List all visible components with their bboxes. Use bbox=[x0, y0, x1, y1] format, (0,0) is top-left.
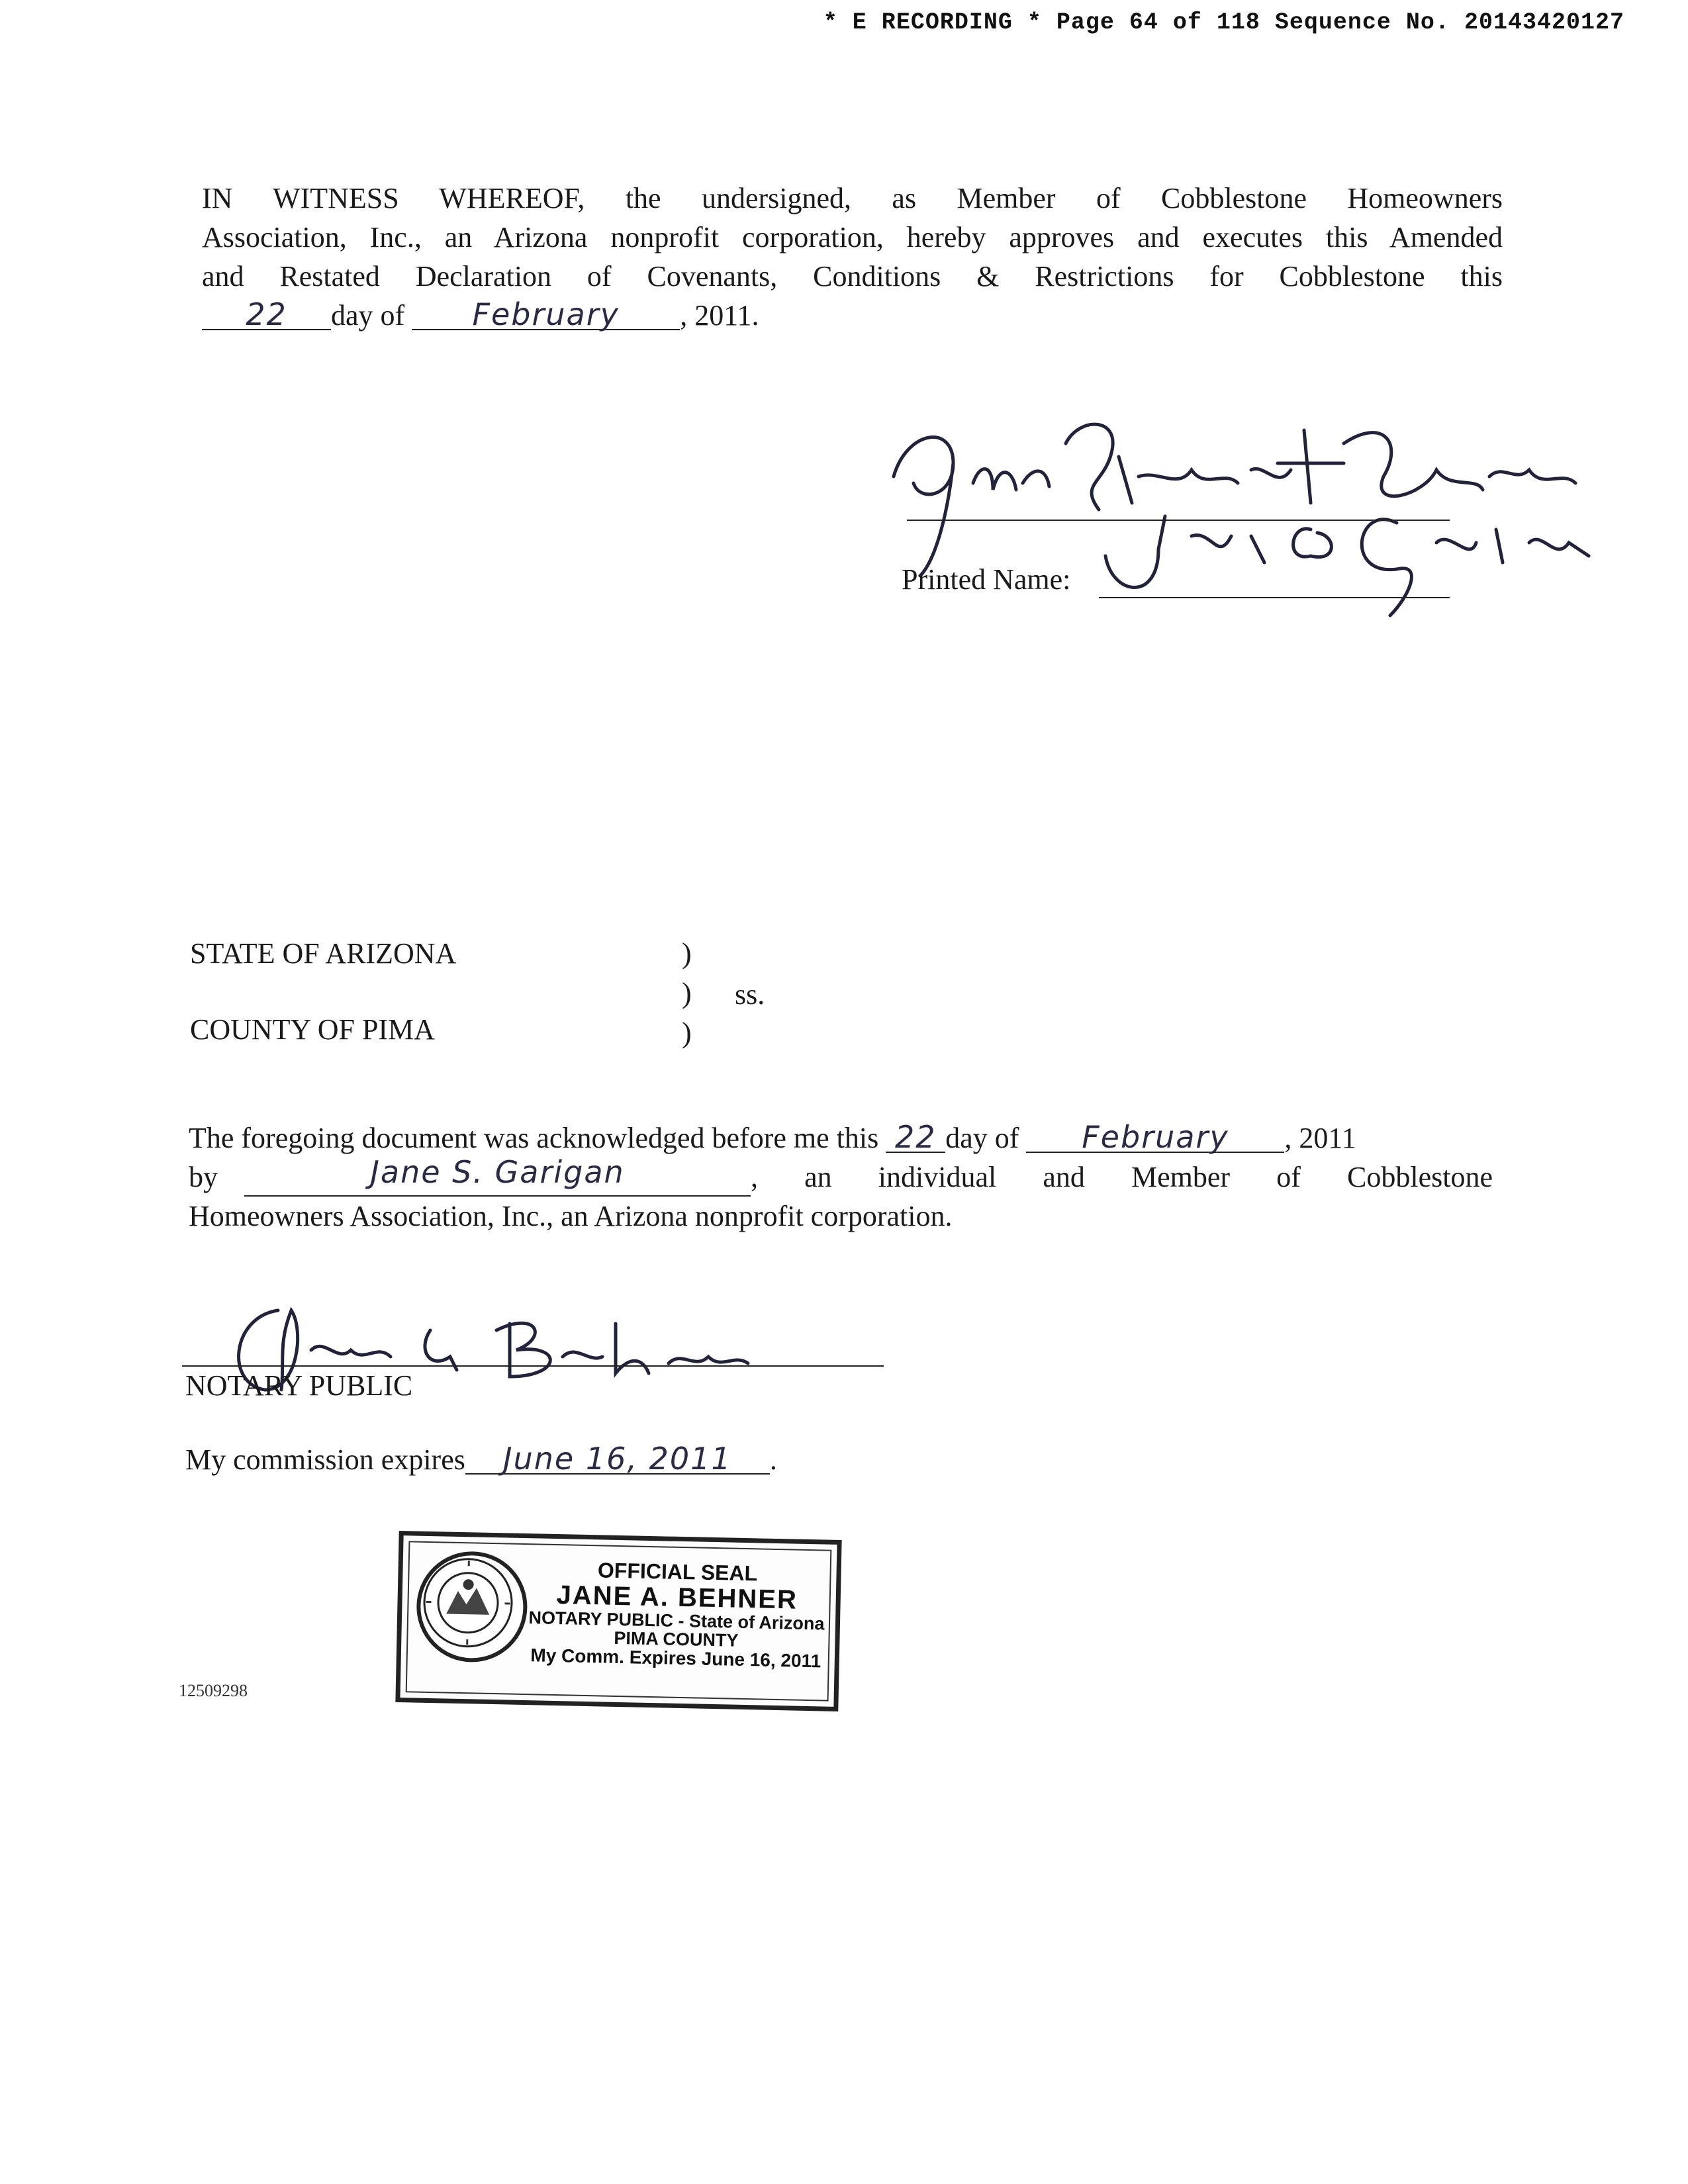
witness-date-line bbox=[202, 296, 1503, 335]
ack-line-1 bbox=[189, 1118, 1493, 1158]
ack-intro: The foregoing document was acknowledged before me this bbox=[189, 1122, 879, 1154]
state-label: STATE OF ARIZONA bbox=[190, 937, 457, 970]
recording-header: * E RECORDING * Page 64 of 118 Sequence No. 20143420127 bbox=[823, 9, 1624, 36]
commission-date-field[interactable]: June 16, 2011 bbox=[465, 1444, 770, 1475]
venue-paren-2: ) bbox=[682, 977, 692, 1009]
seal-line-2: JANE A. BEHNER bbox=[556, 1580, 798, 1615]
witness-day-of-label: day of bbox=[331, 299, 405, 332]
venue-paren-1: ) bbox=[682, 937, 692, 970]
county-label: COUNTY OF PIMA bbox=[190, 1013, 435, 1046]
commission-line bbox=[185, 1443, 777, 1477]
notary-public-label: NOTARY PUBLIC bbox=[185, 1369, 413, 1402]
notary-signature-line bbox=[182, 1365, 884, 1367]
witness-line-1: IN WITNESS WHEREOF, the undersigned, as Member of Cobblestone Homeowners bbox=[202, 182, 1503, 214]
member-signature-line bbox=[907, 520, 1450, 521]
ack-line-2-rest: , an individual and Member of Cobblestone bbox=[751, 1161, 1493, 1193]
witness-year-suffix: , 2011. bbox=[680, 299, 759, 332]
witness-day-field[interactable]: 22 bbox=[202, 300, 331, 330]
commission-label: My commission expires bbox=[185, 1443, 465, 1476]
document-number: 12509298 bbox=[179, 1681, 248, 1700]
ack-line-2 bbox=[189, 1154, 1493, 1197]
state-seal-ring-icon bbox=[416, 1551, 520, 1655]
state-seal-emblem bbox=[416, 1551, 528, 1663]
witness-paragraph bbox=[202, 179, 1503, 335]
ack-month-field[interactable]: February bbox=[1026, 1122, 1284, 1153]
witness-line-3: and Restated Declaration of Covenants, Conditions & Restrictions for Cobblestone this bbox=[202, 260, 1503, 293]
printed-name-label: Printed Name: bbox=[902, 563, 1071, 596]
ack-year: , 2011 bbox=[1284, 1122, 1356, 1154]
official-seal-stamp bbox=[395, 1531, 841, 1711]
ack-day-field[interactable]: 22 bbox=[886, 1122, 945, 1153]
ack-by-label: by bbox=[189, 1161, 218, 1193]
seal-line-5: My Comm. Expires June 16, 2011 bbox=[530, 1645, 821, 1672]
acknowledgment-paragraph bbox=[189, 1118, 1493, 1236]
printed-name-line bbox=[1099, 597, 1450, 598]
ack-line-3: Homeowners Association, Inc., an Arizona nonprofit corporation. bbox=[189, 1200, 953, 1232]
witness-month-field[interactable]: February bbox=[412, 300, 680, 330]
venue-paren-3: ) bbox=[682, 1017, 692, 1049]
seal-text-block bbox=[527, 1558, 827, 1671]
ack-day-of-label: day of bbox=[945, 1122, 1019, 1154]
venue-ss: ss. bbox=[735, 978, 765, 1011]
witness-line-2: Association, Inc., an Arizona nonprofit corporation, hereby approves and executes this Amended bbox=[202, 221, 1503, 253]
seal-line-3: NOTARY PUBLIC - State of Arizona bbox=[528, 1607, 825, 1634]
seal-line-1: OFFICIAL SEAL bbox=[597, 1558, 758, 1586]
ack-name-field[interactable]: Jane S. Garigan bbox=[244, 1158, 751, 1197]
seal-line-4: PIMA COUNTY bbox=[614, 1627, 739, 1651]
commission-suffix: . bbox=[769, 1443, 777, 1476]
